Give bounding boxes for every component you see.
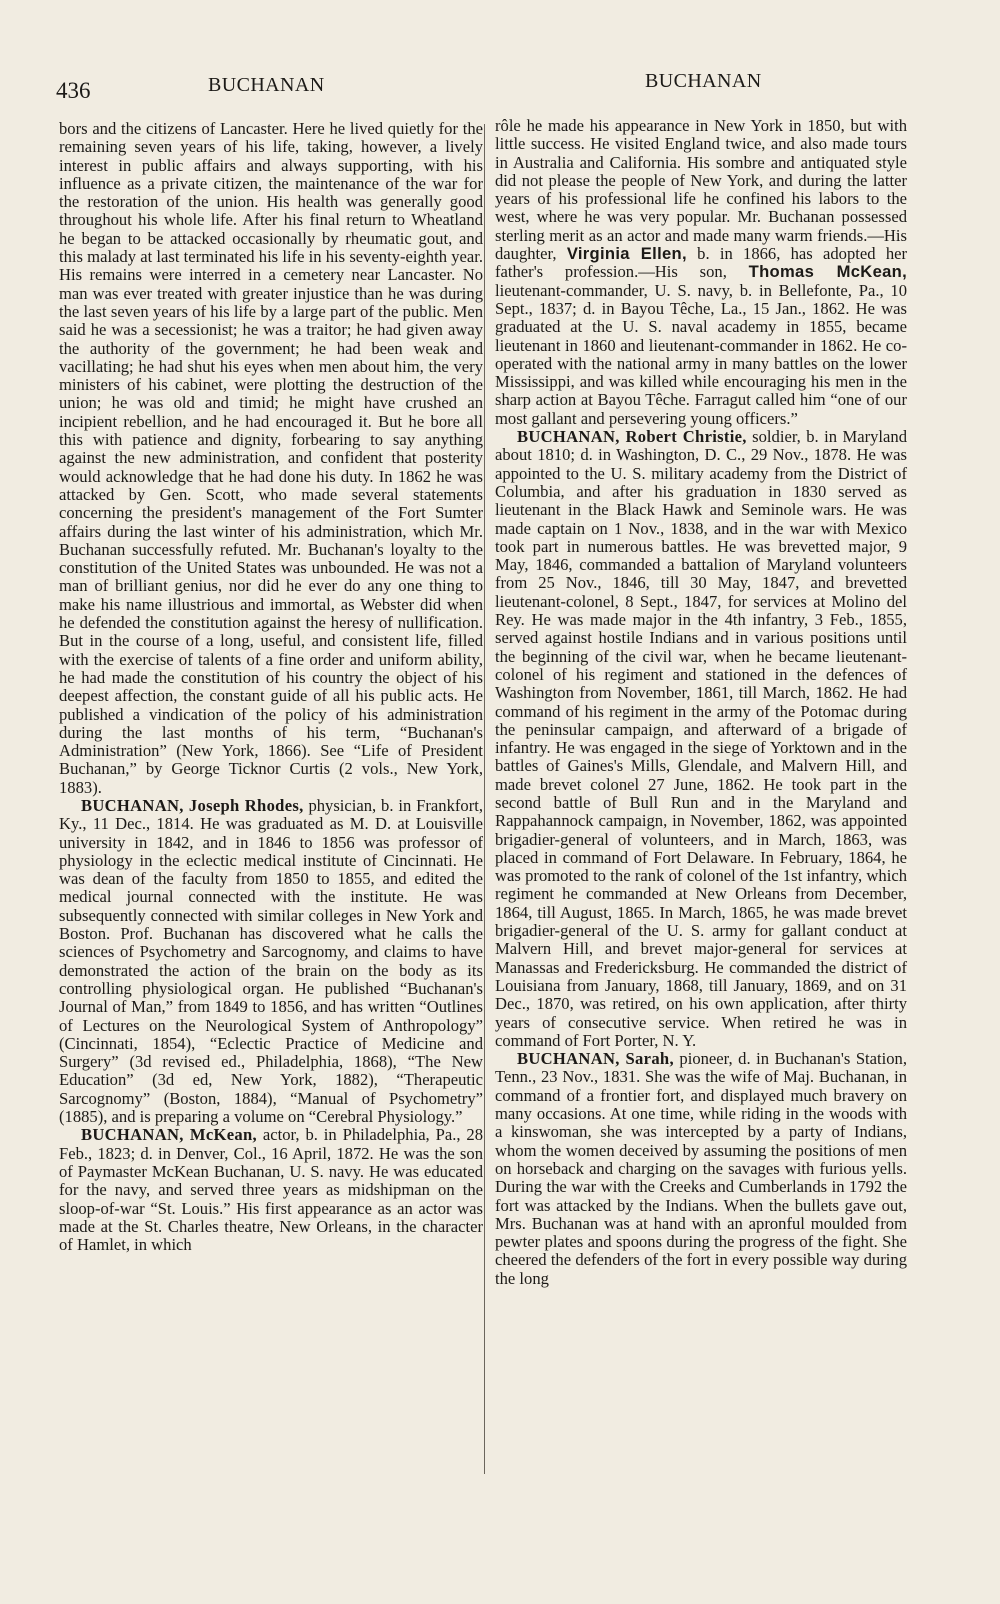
running-head-right: BUCHANAN — [645, 70, 762, 92]
entry-body: lieutenant-commander, U. S. navy, b. in Bellefonte, Pa., 10 Sept., 1837; d. in Bayou Têche, La., 15 Jan., 1862. He was graduated at the U. S. naval academy in 1855, became lieutenant in 1860 and lieutenant-commander in 1862. He co-operated with the national army in many battles on the lower Mississippi, and was killed while encouraging his men in the sharp action at Bayou Têche. Farragut called him “one of our most gallant and persevering young officers.” — [495, 280, 907, 428]
entry-body: actor, b. in Philadelphia, Pa., 28 Feb., 1823; d. in Denver, Col., 16 April, 1872. He was the son of Paymaster McKean Buchanan, U. S. navy. He was educated for the navy, and served three years as midshipman on the sloop-of-war “St. Louis.” His first appearance as an actor was made at the St. Charles theatre, New Orleans, in the character of Hamlet, in which — [59, 1125, 483, 1255]
relative-name: Virginia Ellen, — [566, 244, 687, 264]
column-divider — [484, 124, 485, 1474]
entry-body: soldier, b. in Maryland about 1810; d. in Washington, D. C., 29 Nov., 1878. He was appointed to the U. S. military academy from the District of Columbia, and after his graduation in 1830 served as lieutenant in the Black Hawk and Seminole wars. He was made captain on 1 Nov., 1838, and in the war with Mexico took part in numerous battles. He was brevetted major, 9 May, 1846, commanded a battalion of Maryland volunteers from 25 Nov., 1846, till 30 May, 1847, and brevetted lieutenant-colonel, 8 Sept., 1847, for services at Molino del Rey. He was made major in the 4th infantry, 3 Feb., 1855, served against hostile Indians and in various positions until the beginning of the civil war, when he became lieutenant-colonel of his regiment and stationed in the defences of Washington from November, 1861, till March, 1862. He had command of his regiment in the army of the Potomac during the peninsular campaign, and afterward of a brigade of infantry. He was engaged in the siege of Yorktown and in the battles of Gaines's Mills, Glendale, and Malvern Hill, and made brevet colonel 27 June, 1862. He took part in the second battle of Bull Run and in the Maryland and Rappahannock campaign, in November, 1862, was appointed brigadier-general of volunteers, and in March, 1863, was placed in command of Fort Delaware. In February, 1864, he was promoted to the rank of colonel of the 1st infantry, which regiment he commanded at New Orleans from December, 1864, till August, 1865. In March, 1865, he was made brevet brigadier-general of the U. S. army for gallant conduct at Malvern Hill, and brevet major-general for services at Manassas and Fredericksburg. He commanded the district of Louisiana from January, 1868, till January, 1869, and on 31 Dec., 1870, was retired, on his own application, after thirty years of consecutive service. When retired he was in command of Fort Porter, N. Y. — [495, 427, 907, 1050]
entry-heading: BUCHANAN, Joseph Rhodes, — [81, 795, 304, 815]
continuation-paragraph — [495, 117, 907, 428]
entry-heading: BUCHANAN, McKean, — [81, 1125, 257, 1145]
entry-sarah — [495, 1050, 907, 1288]
right-column — [495, 117, 907, 1288]
entry-body: b. in 1866, has adopted her father's profession.—His son, — [495, 244, 908, 282]
entry-body: rôle he made his appearance in New York in 1850, but with little success. He visited England twice, and also made tours in Australia and California. His sombre and antiquated style did not please the people of New York, and during the latter years of his professional life he confined his labors to the west, where he was very popular. Mr. Buchanan possessed sterling merit as an actor and made many warm friends.—His daughter, — [495, 116, 907, 264]
entry-mckean — [59, 1126, 483, 1254]
left-column — [59, 120, 483, 1254]
continuation-paragraph: bors and the citizens of Lancaster. Here he lived quietly for the remaining seven years of his life, taking, however, a lively interest in public affairs and always supporting, with his influence as a private citizen, the maintenance of the war for the restoration of the union. His health was generally good throughout his whole life. After his final return to Wheatland he began to be attacked occasionally by rheumatic gout, and this malady at last terminated his life in his seventy-eighth year. His remains were interred in a cemetery near Lancaster. No man was ever treated with greater injustice than he was during the last seven years of his life by a large part of the public. Men said he was a secessionist; he was a traitor; he had given away the authority of the government; he had been weak and vacillating; he had shut his eyes when men about him, the very ministers of his cabinet, were plotting the destruction of the union; he was old and timid; he might have crushed an incipient rebellion, and he had encouraged it. But he bore all this with patience and dignity, forbearing to say anything against the new administration, and confident that posterity would acknowledge that he had done his duty. In 1862 he was attacked by Gen. Scott, who made several statements concerning the president's management of the Fort Sumter affairs during the last winter of his administration, which Mr. Buchanan successfully refuted. Mr. Buchanan's loyalty to the constitution of the United States was unbounded. He was not a man of brilliant genius, nor did he ever do any one thing to make his name illustrious and immortal, as Webster did when he defended the constitution against the heresy of nullification. But in the course of a long, useful, and consistent life, filled with the exercise of talents of a fine order and uniform ability, he had made the constitution of his country the object of his deepest affection, the constant guide of all his public acts. He published a vindication of the policy of his administration during the last months of his term, “Buchanan's Administration” (New York, 1866). See “Life of President Buchanan,” by George Ticknor Curtis (2 vols., New York, 1883). — [59, 119, 483, 797]
page-number: 436 — [56, 78, 91, 103]
relative-name: Thomas McKean, — [748, 262, 907, 282]
entry-heading: BUCHANAN, Sarah, — [517, 1049, 674, 1069]
entry-heading: BUCHANAN, Robert Christie, — [517, 427, 747, 447]
entry-body: pioneer, d. in Buchanan's Station, Tenn., 23 Nov., 1831. She was the wife of Maj. Buchanan, in command of a frontier fort, and displayed much bravery on many occasions. At one time, while riding in the woods with a kinswoman, she was intercepted by a party of Indians, whom the women deceived by assuming the positions of men on horseback and charging on the savages with furious yells. During the war with the Creeks and Cumberlands in 1792 the fort was attacked by the Indians. When the bullets gave out, Mrs. Buchanan was at hand with an apronful moulded from pewter plates and spoons during the progress of the fight. She cheered the defenders of the fort in every possible way during the long — [495, 1049, 907, 1288]
entry-joseph-rhodes — [59, 797, 483, 1126]
entry-body: physician, b. in Frankfort, Ky., 11 Dec., 1814. He was graduated as M. D. at Louisville university in 1842, and in 1846 to 1856 was professor of physiology in the eclectic medical institute of Cincinnati. He was dean of the faculty from 1850 to 1855, and edited the medical journal connected with the institute. He was subsequently connected with similar colleges in New York and Boston. Prof. Buchanan has discovered what he calls the sciences of Psychometry and Sarcognomy, and claims to have demonstrated the action of the brain on the body as its controlling physiological organ. He published “Buchanan's Journal of Man,” from 1849 to 1856, and has written “Outlines of Lectures on the Neurological System of Anthropology” (Cincinnati, 1854), “Eclectic Practice of Medicine and Surgery” (3d revised ed., Philadelphia, 1868), “The New Education” (3d ed, New York, 1882), “Therapeutic Sarcognomy” (Boston, 1884), “Manual of Psychometry” (1885), and is preparing a volume on “Cerebral Physiology.” — [59, 795, 483, 1127]
running-head-left: BUCHANAN — [208, 74, 325, 96]
entry-robert-christie — [495, 428, 907, 1050]
